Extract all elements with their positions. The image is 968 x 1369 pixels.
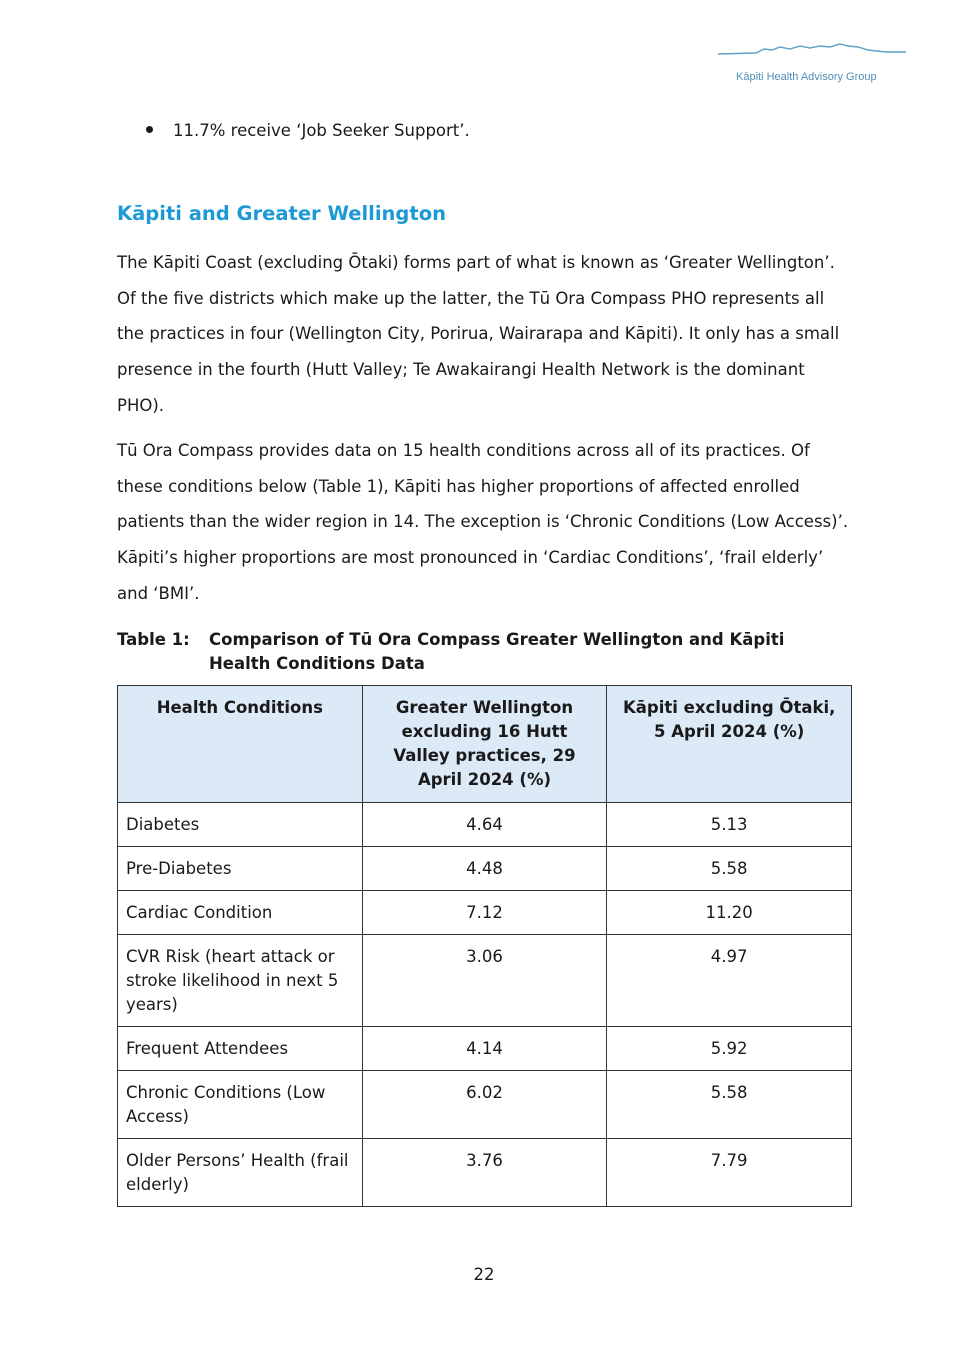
- bullet-dot-icon: [146, 126, 153, 133]
- kapiti-cell: 5.58: [607, 847, 852, 891]
- paragraph-line: patients than the wider region in 14. The exception is ‘Chronic Conditions (Low Access)’.: [117, 512, 849, 532]
- condition-cell: Pre-Diabetes: [118, 847, 363, 891]
- table-row: [118, 1027, 852, 1071]
- mountain-range-icon: [716, 40, 908, 60]
- greater-wellington-cell: 3.76: [362, 1139, 607, 1207]
- table-header-row: [118, 686, 852, 803]
- paragraph-line: The Kāpiti Coast (excluding Ōtaki) forms part of what is known as ‘Greater Wellington’.: [117, 253, 835, 272]
- table-row: [118, 1139, 852, 1207]
- section-heading: Kāpiti and Greater Wellington: [117, 202, 446, 225]
- table-row: [118, 847, 852, 891]
- condition-cell: Diabetes: [118, 803, 363, 847]
- kapiti-cell: 5.58: [607, 1071, 852, 1139]
- condition-cell: Cardiac Condition: [118, 891, 363, 935]
- paragraph-line: these conditions below (Table 1), Kāpiti has higher proportions of affected enrolled: [117, 476, 800, 496]
- condition-cell: Chronic Conditions (Low Access): [118, 1071, 363, 1139]
- kapiti-cell: 4.97: [607, 935, 852, 1027]
- kapiti-cell: 7.79: [607, 1139, 852, 1207]
- table-caption-title: Comparison of Tū Ora Compass Greater Wellington and Kāpiti Health Conditions Data: [209, 630, 785, 673]
- table-row: [118, 803, 852, 847]
- greater-wellington-cell: 3.06: [362, 935, 607, 1027]
- table-row: [118, 1071, 852, 1139]
- greater-wellington-cell: 6.02: [362, 1071, 607, 1139]
- paragraph-line: the practices in four (Wellington City, Porirua, Wairarapa and Kāpiti). It only has a small: [117, 324, 840, 344]
- paragraph-line: and ‘BMI’.: [117, 583, 200, 603]
- condition-cell: CVR Risk (heart attack or stroke likelihood in next 5 years): [118, 935, 363, 1027]
- column-header-condition: Health Conditions: [118, 686, 363, 803]
- table-row: [118, 935, 852, 1027]
- kapiti-cell: 5.92: [607, 1027, 852, 1071]
- greater-wellington-cell: 4.14: [362, 1027, 607, 1071]
- bullet-text: 11.7% receive ‘Job Seeker Support’.: [173, 121, 470, 140]
- page-number: 22: [473, 1265, 495, 1284]
- kapiti-cell: 5.13: [607, 803, 852, 847]
- column-header-greater-wellington: Greater Wellington excluding 16 Hutt Valley practices, 29 April 2024 (%): [362, 686, 607, 803]
- greater-wellington-cell: 4.64: [362, 803, 607, 847]
- condition-cell: Frequent Attendees: [118, 1027, 363, 1071]
- greater-wellington-cell: 7.12: [362, 891, 607, 935]
- paragraph-line: Kāpiti’s higher proportions are most pronounced in ‘Cardiac Conditions’, ‘frail elderly’: [117, 548, 824, 568]
- paragraph-line: Tū Ora Compass provides data on 15 health conditions across all of its practices. Of: [117, 441, 810, 460]
- greater-wellington-cell: 4.48: [362, 847, 607, 891]
- health-conditions-table: [117, 685, 852, 1207]
- paragraph-line: presence in the fourth (Hutt Valley; Te Awakairangi Health Network is the dominant: [117, 360, 805, 380]
- logo-text: Kāpiti Health Advisory Group: [736, 71, 877, 83]
- column-header-kapiti: Kāpiti excluding Ōtaki, 5 April 2024 (%): [607, 686, 852, 803]
- bullet-item: [146, 120, 470, 142]
- header-logo: [716, 40, 908, 90]
- condition-cell: Older Persons’ Health (frail elderly): [118, 1139, 363, 1207]
- table-caption-label: Table 1:: [117, 630, 190, 649]
- table-row: [118, 891, 852, 935]
- paragraph-2: [117, 433, 857, 612]
- paragraph-1: [117, 245, 857, 424]
- paragraph-line: PHO).: [117, 395, 165, 415]
- paragraph-line: Of the five districts which make up the latter, the Tū Ora Compass PHO represents all: [117, 288, 825, 308]
- kapiti-cell: 11.20: [607, 891, 852, 935]
